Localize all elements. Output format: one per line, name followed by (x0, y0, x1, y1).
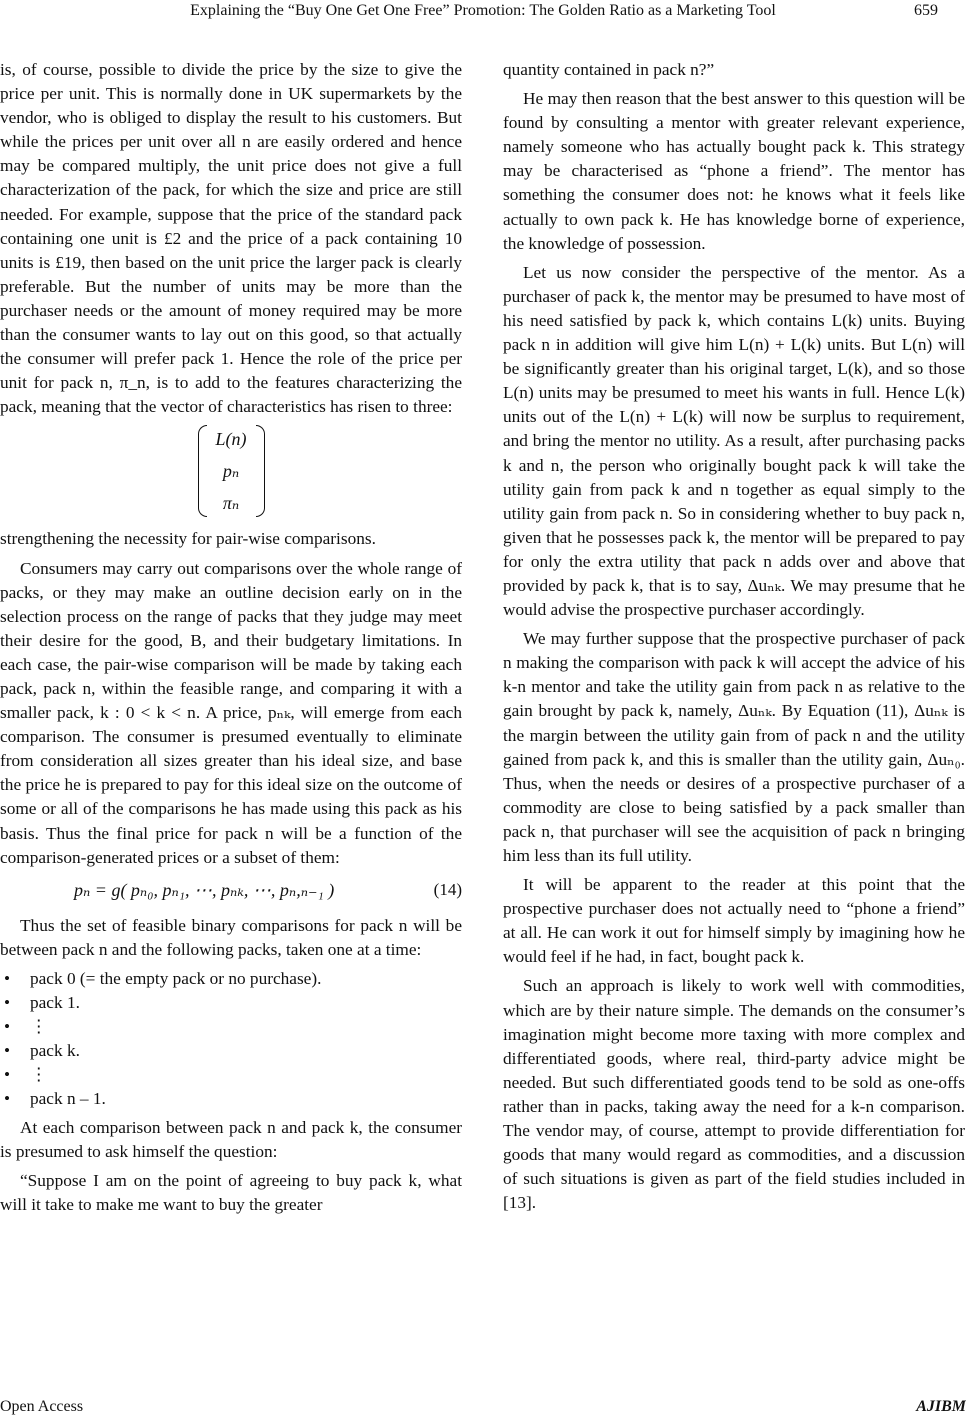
running-header-title: Explaining the “Buy One Get One Free” Promotion: The Golden Ratio as a Marketing Tool (190, 2, 776, 19)
right-paragraph-6: Such an approach is likely to work well with commodities, which are by their nature simple. The demands on the consumer’s imagination might become more taxing with more complex and differentiated goods, where real, third-party advice might be needed. But such differentiated goods tend to be sold as one-offs rather than in packs, taking away the need for a k-n comparison. The vendor may, of course, attempt to provide differentiation for goods that many would regard as commodities, and a discussion of such situations is given as part of the field studies included in [13]. (503, 976, 965, 1213)
list-item: • pack 1. (0, 991, 462, 1015)
vector-entry-price: pₙ (222, 461, 240, 482)
right-column (503, 58, 965, 1220)
pack-list (0, 967, 462, 1112)
left-paragraph-2: strengthening the necessity for pair-wise comparisons. (0, 529, 376, 549)
equation-number: (14) (433, 879, 462, 899)
footer-open-access: Open Access (0, 1398, 84, 1415)
page-number: 659 (914, 2, 938, 19)
left-paragraph-6: “Suppose I am on the point of agreeing to buy pack k, what will it take to make me want to buy the greater (0, 1170, 462, 1214)
left-column (0, 58, 462, 1222)
list-item: • pack k. (0, 1039, 462, 1063)
left-paragraph-5: At each comparison between pack n and pack k, the consumer is presumed to ask himself the question: (0, 1117, 462, 1161)
right-paragraph-1: quantity contained in pack n?” (503, 60, 715, 79)
characteristics-vector (0, 425, 462, 517)
list-item: • ⋮ (0, 1015, 462, 1039)
right-paragraph-5: It will be apparent to the reader at this point that the prospective purchaser does not actually need to “phone a friend” at all. He can work it out for himself simply by imagining how he would feel if he had, in fact, bought pack k. (503, 875, 965, 967)
footer-journal: AJIBM (916, 1398, 966, 1415)
left-paragraph-3: Consumers may carry out comparisons over the whole range of packs, or they may make an outline decision early on in the selection process on the range of packs that they judge may meet their desire for the good, B, and their budgetary limitations. In each case, the pair-wise comparison will be made by taking each pack, pack n, within the feasible range, and comparing it with a smaller pack, k : 0 < k < n. A price, pₙₖ, will emerge from each comparison. The consumer is presumed eventually to eliminate from consideration all sizes greater than his ideal size, and base the price he is prepared to pay for this ideal size on the outcome of some or all of the comparisons he has made using this pack as his basis. Thus the final price for pack n will be a function of the comparison-generated prices or a subset of them: (0, 558, 462, 867)
right-paragraph-2: He may then reason that the best answer to this question will be found by consulting a mentor with greater relevant experience, namely someone who has actually bought pack k. This strategy may be characterised as “phone a friend”. The mentor has something the consumer does not: he knows what it feels like actually to own pack k. He has knowledge borne of experience, the knowledge of possession. (503, 89, 965, 253)
list-item: • pack 0 (= the empty pack or no purchase). (0, 967, 462, 991)
equation-expression: pₙ = g( pₙ₀, pₙ₁, ⋯, pₙₖ, ⋯, pₙ,ₙ₋₁ ) (74, 879, 335, 900)
vector-entry-size: L(n) (215, 429, 247, 450)
left-paragraph-1: is, of course, possible to divide the price by the size to give the price per unit. This is normally done in UK supermarkets by the vendor, who is obliged to display the result to his customers. But while the prices per unit over all n are easily ordered and hence may be compared multiply, the unit price does not give a full characterization of the pack, for which the size and price are still needed. For example, suppose that the price of the standard pack containing one unit is £2 and the price of a pack containing 10 units is £19, then based on the unit price the larger pack is clearly preferable. But the number of units may be more than the purchaser needs or the amount of money required may be more than the consumer wants to lay out on this good, so that actually the consumer will prefer pack 1. Hence the role of the price per unit for pack n, π_n, is to add to the features characterizing the pack, meaning that the vector of characteristics has risen to three: (0, 60, 462, 417)
left-paragraph-4: Thus the set of feasible binary comparisons for pack n will be between pack n and the following packs, taken one at a time: (0, 915, 462, 959)
equation-14 (0, 878, 462, 902)
list-item: • ⋮ (0, 1063, 462, 1087)
list-item: • pack n – 1. (0, 1087, 462, 1111)
vector-entry-unit-price: πₙ (222, 493, 240, 514)
right-paragraph-3: Let us now consider the perspective of the mentor. As a purchaser of pack k, the mentor may be presumed to have most of his need satisfied by pack k, which contains L(k) units. Buying pack n in addition will give him L(n) + L(k) units. But L(n) will be significantly greater than his original target, L(k), and so those L(n) units may be presumed to meet his wants in full. Hence L(k) units out of the L(n) + L(k) will now be surplus to requirement, and bring the mentor no utility. As a result, after purchasing packs k and n, the person who originally bought pack k will take the utility gain from pack k and n together as equal simply to the utility gain from pack n. So in considering whether to buy pack n, given that he possesses pack k, the mentor will be prepared to pay for only the extra utility that pack n adds over and above that provided by pack k, that is to say, Δuₙₖ. We may presume that he would advise the prospective purchaser accordingly. (503, 262, 965, 620)
right-paragraph-4: We may further suppose that the prospective purchaser of pack n making the comparison with pack k will accept the advice of his k-n mentor and take the utility gain from pack n as relative to the gain brought by pack k, namely, Δuₙₖ. By Equation (11), Δuₙₖ is the margin between the utility gain from of pack n and the utility gained from pack k, and this is smaller than the utility gain, Δuₙ₀. Thus, when the needs or desires of a prospective purchaser of a commodity are close to being satisfied by a pack smaller than pack n, that purchaser will see the acquisition of pack n bringing him less than its full utility. (503, 629, 965, 865)
